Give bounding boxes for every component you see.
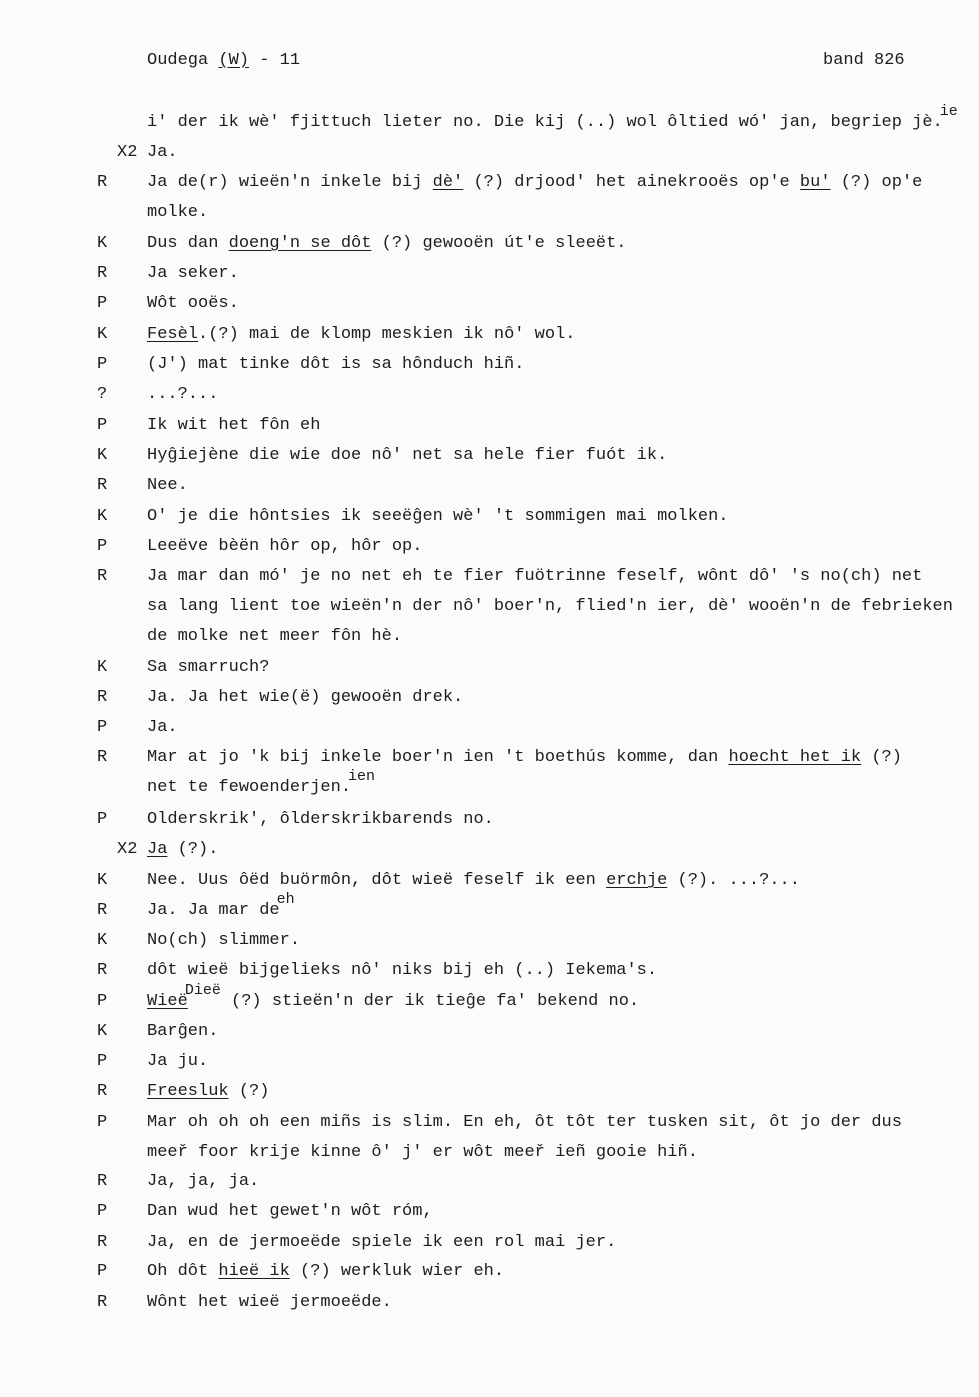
utterance-text <box>147 891 295 920</box>
header-title-text: Oudega <box>147 51 219 70</box>
utterance-text <box>147 355 524 374</box>
transcript-line <box>0 355 979 379</box>
text-segment: Wôt ooës. <box>147 294 239 313</box>
transcript-line <box>0 385 979 409</box>
text-segment: Ja. Ja het wie(ë) gewooën drek. <box>147 688 464 707</box>
speaker-label: P <box>97 810 108 829</box>
transcript-line <box>0 1202 979 1226</box>
transcript-line <box>0 416 979 440</box>
interlinear-correction: ien <box>348 768 376 785</box>
utterance-text <box>147 1293 392 1312</box>
text-segment: i' der ik wè' fjittuch lieter no. Die kij (..) wol ôltied wó' jan, begriep jè. <box>147 113 943 132</box>
uncertain-word: Freesluk <box>147 1082 229 1101</box>
transcript-line <box>0 718 979 742</box>
header-page-number: - 11 <box>249 51 301 70</box>
speaker-label: R <box>97 1233 108 1252</box>
text-segment: ...?... <box>147 385 219 404</box>
transcript-line <box>0 234 979 258</box>
speaker-label: ? <box>97 385 108 404</box>
text-segment: Nee. <box>147 476 188 495</box>
interlinear-correction: Dieë <box>184 982 221 999</box>
speaker-label: P <box>97 537 108 556</box>
utterance-text <box>147 446 667 465</box>
uncertain-word: Fesèl <box>147 325 199 344</box>
text-segment: Sa smarruch? <box>147 658 270 677</box>
utterance-text <box>147 1052 208 1071</box>
utterance-text <box>147 718 178 737</box>
transcript-line <box>0 810 979 834</box>
transcript-line <box>0 961 979 985</box>
utterance-text <box>147 264 239 283</box>
text-segment: Ja seker. <box>147 264 239 283</box>
text-segment: O' je die hôntsies ik seeëĝen wè' 't sommigen mai molken. <box>147 507 729 526</box>
transcript-line <box>0 567 979 591</box>
utterance-text <box>147 143 178 162</box>
utterance-text <box>147 416 320 435</box>
speaker-label: K <box>97 507 108 526</box>
text-segment: (?). ...?... <box>667 871 800 890</box>
speaker-label: R <box>97 173 108 192</box>
speaker-label: R <box>97 1172 108 1191</box>
utterance-text <box>147 931 300 950</box>
utterance-text <box>147 1022 218 1041</box>
transcript-line <box>0 891 979 925</box>
transcript-line <box>0 627 979 651</box>
speaker-label: R <box>97 688 108 707</box>
utterance-text <box>147 840 218 859</box>
text-segment: Oh dôt <box>147 1262 219 1281</box>
speaker-label: R <box>97 264 108 283</box>
text-segment: Nee. Uus ôëd buörmôn, dôt wieë feself ik een <box>147 871 607 890</box>
transcript-line <box>0 143 979 167</box>
text-segment: Ja. Ja mar de <box>147 901 280 920</box>
text-segment: Ja, en de jermoeëde spiele ik een rol mai jer. <box>147 1233 617 1252</box>
header-band: band 826 <box>823 51 905 70</box>
transcript-line <box>0 768 979 802</box>
text-segment: sa lang lient toe wieën'n der nô' boer'n, flied'n ier, dè' wooën'n de febrieken <box>147 597 953 616</box>
transcript-line <box>0 1113 979 1137</box>
transcript-line <box>0 1022 979 1046</box>
transcript-line <box>0 103 979 137</box>
text-segment: Olderskrik', ôlderskrikbarends no. <box>147 810 494 829</box>
text-segment: (?) drjood' het ainekrooës op'e <box>463 173 800 192</box>
text-segment: Ja, ja, ja. <box>147 1172 260 1191</box>
text-segment: Mar oh oh oh een miñs is slim. En eh, ôt tôt ter tusken sit, ôt jo der dus <box>147 1113 902 1132</box>
text-segment: Ja. <box>147 143 178 162</box>
utterance-text <box>147 748 902 767</box>
utterance-text <box>147 810 494 829</box>
speaker-label: X2 <box>117 143 138 162</box>
uncertain-word: Ja <box>147 840 168 859</box>
transcript-line <box>0 931 979 955</box>
speaker-label: K <box>97 931 108 950</box>
transcript-line <box>0 294 979 318</box>
transcript-line <box>0 597 979 621</box>
uncertain-word: hoecht het ik <box>728 748 862 767</box>
utterance-text <box>147 982 640 1011</box>
utterance-text <box>147 1172 259 1191</box>
transcript-line <box>0 871 979 895</box>
utterance-text <box>147 768 376 797</box>
speaker-label: R <box>97 1082 108 1101</box>
text-segment: Ja de(r) wieën'n inkele bij <box>147 173 433 192</box>
text-segment: Ja ju. <box>147 1052 209 1071</box>
uncertain-word: Wieë <box>147 992 188 1011</box>
transcript-line <box>0 1262 979 1286</box>
transcript-line <box>0 1233 979 1257</box>
text-segment: Hyĝiejène die wie doe nô' net sa hele fier fuót ik. <box>147 446 668 465</box>
text-segment: Dan wud het gewet'n wôt róm, <box>147 1202 433 1221</box>
text-segment: Wônt het wieë jermoeëde. <box>147 1293 392 1312</box>
transcript-line <box>0 264 979 288</box>
utterance-text <box>147 597 953 616</box>
uncertain-word: hieë ik <box>218 1262 290 1281</box>
speaker-label: R <box>97 1293 108 1312</box>
speaker-label: K <box>97 325 108 344</box>
text-segment: No(ch) slimmer. <box>147 931 301 950</box>
transcript-line <box>0 840 979 864</box>
header-title <box>147 51 300 70</box>
uncertain-word: bu' <box>799 173 831 192</box>
transcript-line <box>0 982 979 1016</box>
text-segment: Barĝen. <box>147 1022 219 1041</box>
interlinear-correction: ie <box>939 103 958 120</box>
speaker-label: P <box>97 718 108 737</box>
text-segment: (?) <box>228 1082 270 1101</box>
utterance-text <box>147 1113 902 1132</box>
speaker-label: P <box>97 294 108 313</box>
text-segment: Dus dan <box>147 234 229 253</box>
text-segment: (?) werkluk wier eh. <box>289 1262 505 1281</box>
uncertain-word: erchje <box>606 871 668 890</box>
utterance-text <box>147 103 958 132</box>
speaker-label: P <box>97 1052 108 1071</box>
text-segment: Leeëve bèën hôr op, hôr op. <box>147 537 423 556</box>
utterance-text <box>147 507 729 526</box>
transcript-line <box>0 203 979 227</box>
utterance-text <box>147 385 218 404</box>
text-segment: (?). <box>167 840 219 859</box>
transcript-line <box>0 688 979 712</box>
transcript-line <box>0 1052 979 1076</box>
speaker-label: K <box>97 446 108 465</box>
text-segment: (J') mat tinke dôt is sa hônduch hiñ. <box>147 355 525 374</box>
speaker-label: R <box>97 901 108 920</box>
text-segment: de molke net meer fôn hè. <box>147 627 403 646</box>
speaker-label: R <box>97 567 108 586</box>
speaker-label: P <box>97 355 108 374</box>
utterance-text <box>147 476 188 495</box>
transcript-line <box>0 658 979 682</box>
utterance-text <box>147 1143 698 1162</box>
transcript-line <box>0 1082 979 1106</box>
utterance-text <box>147 234 627 253</box>
text-segment: (?) stieën'n der ik tieĝe fa' bekend no. <box>220 992 640 1011</box>
utterance-text <box>147 961 657 980</box>
utterance-text <box>147 537 422 556</box>
text-segment: (?) op'e <box>830 173 923 192</box>
text-segment: Ik wit het fôn eh <box>147 416 321 435</box>
text-segment: Mar at jo 'k bij inkele boer'n ien 't boethús komme, dan <box>147 748 729 767</box>
uncertain-word: doeng'n se dôt <box>228 234 372 253</box>
interlinear-correction: eh <box>276 891 295 908</box>
transcript-line <box>0 748 979 772</box>
speaker-label: R <box>97 748 108 767</box>
uncertain-word: dè' <box>432 173 464 192</box>
utterance-text <box>147 1233 616 1252</box>
text-segment: Ja mar dan mó' je no net eh te fier fuötrinne feself, wônt dô' 's no(ch) net <box>147 567 923 586</box>
speaker-label: P <box>97 992 108 1011</box>
utterance-text <box>147 567 922 586</box>
utterance-text <box>147 627 402 646</box>
text-segment: meeř foor krije kinne ô' j' er wôt meeř ieñ gooie hiñ. <box>147 1143 698 1162</box>
transcript-line <box>0 507 979 531</box>
utterance-text <box>147 294 239 313</box>
text-segment: .(?) mai de klomp meskien ik nô' wol. <box>198 325 576 344</box>
speaker-label: P <box>97 1202 108 1221</box>
speaker-label: X2 <box>117 840 138 859</box>
speaker-label: P <box>97 1262 108 1281</box>
utterance-text <box>147 658 269 677</box>
text-segment: molke. <box>147 203 209 222</box>
transcript-line <box>0 173 979 197</box>
speaker-label: P <box>97 416 108 435</box>
text-segment: (?) <box>861 748 902 767</box>
transcript-line <box>0 1172 979 1196</box>
text-segment: net te fewoenderjen. <box>147 778 352 797</box>
utterance-text <box>147 325 575 344</box>
speaker-label: K <box>97 234 108 253</box>
speaker-label: R <box>97 961 108 980</box>
speaker-label: K <box>97 658 108 677</box>
speaker-label: R <box>97 476 108 495</box>
text-segment: Ja. <box>147 718 178 737</box>
speaker-label: P <box>97 1113 108 1132</box>
utterance-text <box>147 1082 269 1101</box>
transcript-line <box>0 446 979 470</box>
transcript-line <box>0 325 979 349</box>
speaker-label: K <box>97 871 108 890</box>
transcript-line <box>0 537 979 561</box>
transcript-line <box>0 476 979 500</box>
transcript-line <box>0 1293 979 1317</box>
utterance-text <box>147 173 922 192</box>
utterance-text <box>147 871 800 890</box>
header-title-underlined: (W) <box>218 51 250 70</box>
utterance-text <box>147 203 208 222</box>
speaker-label: K <box>97 1022 108 1041</box>
transcript-line <box>0 1143 979 1167</box>
utterance-text <box>147 1262 504 1281</box>
utterance-text <box>147 1202 433 1221</box>
text-segment: dôt wieë bijgelieks nô' niks bij eh (..) Iekema's. <box>147 961 658 980</box>
text-segment: (?) gewooën út'e sleeët. <box>371 234 627 253</box>
utterance-text <box>147 688 463 707</box>
